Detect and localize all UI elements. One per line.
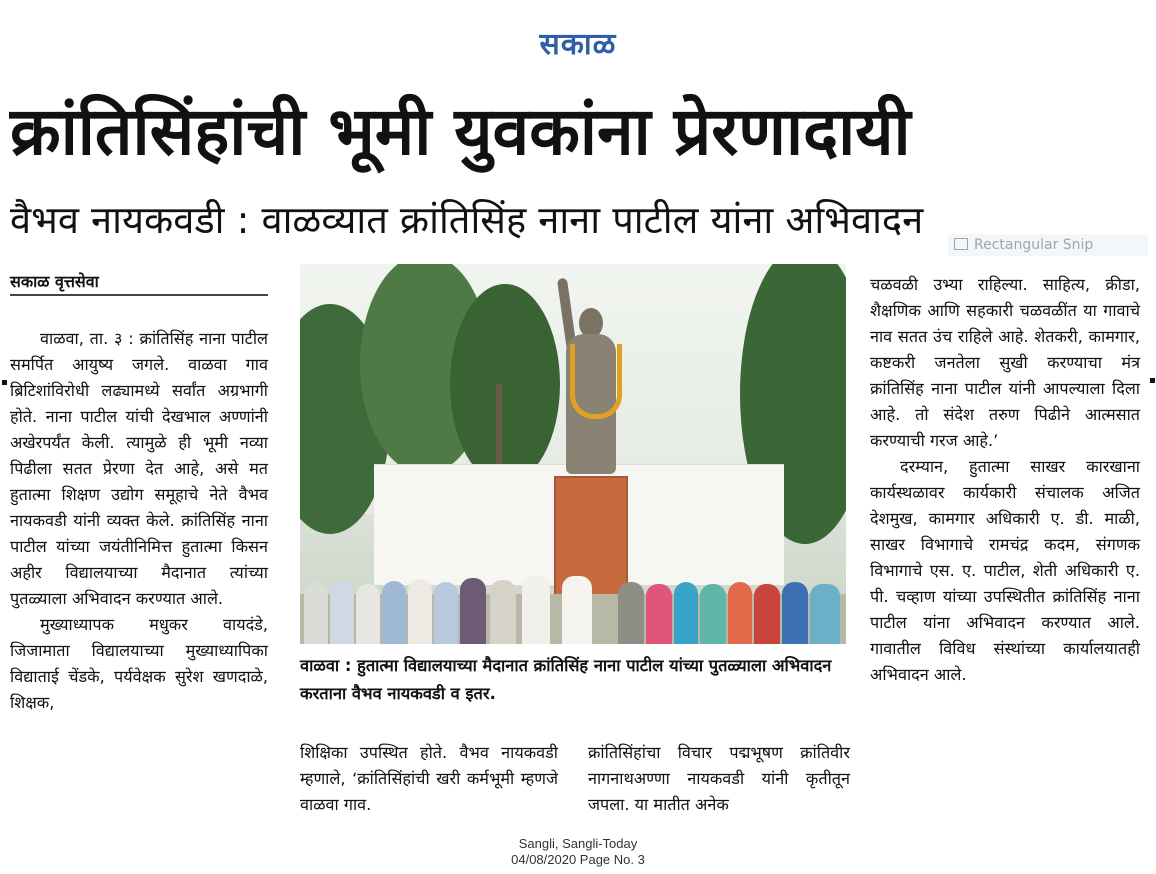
person: [356, 584, 380, 644]
snip-label-text: Rectangular Snip: [974, 237, 1094, 253]
paragraph: चळवळी उभ्या राहिल्या. साहित्य, क्रीडा, शैक्षणिक आणि सहकारी चळवळींत या गावाचे नाव सतत उंच राहिले आहे. शेतकरी, कामगार, कष्टकरी जनतेला सुखी करण्याचा मंत्र क्रांतिसिंह नाना पाटील यांनी आपल्याला दिला आहे. तो संदेश तरुण पिढीने आत्मसात करण्याची गरज आहे.’: [870, 275, 1140, 450]
person: [490, 580, 516, 644]
person: [646, 584, 672, 644]
subheadline: वैभव नायकवडी : वाळव्यात क्रांतिसिंह नाना पाटील यांना अभिवादन: [10, 198, 924, 242]
article-column-2: [300, 740, 558, 818]
person: [408, 579, 432, 644]
paragraph: दरम्यान, हुतात्मा साखर कारखाना कार्यस्थळावर कार्यकारी संचालक अजित देशमुख, कामगार अधिकारी ए. डी. माळी, साखर विभागाचे रामचंद्र कदम, संगणक विभागाचे एस. ए. पाटील, शेती अधिकारी ए. पी. चव्हाण यांच्या उपस्थितीत क्रांतिसिंह नाना पाटील यांना अभिवादन करण्यात आले. गावातील विविध संस्थांच्या कार्यालयातही अभिवादन आले.: [870, 457, 1140, 684]
person: [434, 582, 458, 644]
article-column-1: [10, 326, 268, 716]
people-group: [300, 554, 846, 644]
footer-date-page: 04/08/2020 Page No. 3: [511, 852, 645, 867]
paragraph: शिक्षिका उपस्थित होते. वैभव नायकवडी म्हणाले, ‘क्रांतिसिंहांची खरी कर्मभूमी म्हणजे वाळवा गाव.: [300, 743, 558, 814]
article-column-3: [588, 740, 850, 818]
paragraph: क्रांतिसिंहांचा विचार पद्मभूषण क्रांतिवीर नागनाथअण्णा नायकवडी यांनी कृतीतून जपला. या मातीत अनेक: [588, 743, 850, 814]
person: [562, 576, 592, 644]
paragraph: वाळवा, ता. ३ : क्रांतिसिंह नाना पाटील समर्पित आयुष्य जगले. वाळवा गाव ब्रिटिशांविरोधी लढ्यामध्ये सर्वांत अग्रभागी होते. नाना पाटील यांची देखभाल अण्णांनी अखेरपर्यंत केली. त्यामुळे ही भूमी नव्या पिढीला सतत प्रेरणा देत आहे, असे मत हुतात्मा शिक्षण उद्योग समूहाचे नेते वैभव नायकवडी यांनी व्यक्त केले. क्रांतिसिंह नाना पाटील यांच्या जयंतीनिमित्त हुतात्मा किसन अहीर विद्यालयाच्या मैदानात त्यांच्या पुतळ्याला अभिवादन करण्यात आले.: [10, 329, 268, 608]
photo-caption: वाळवा : हुतात्मा विद्यालयाच्या मैदानात क्रांतिसिंह नाना पाटील यांच्या पुतळ्याला अभिवादन करताना वैभव नायकवडी व इतर.: [300, 656, 832, 703]
paragraph: मुख्याध्यापक मधुकर वायदंडे, जिजामाता विद्यालयाच्या मुख्याध्यापिका विद्याताई चेंडके, पर्यवेक्षक सुरेश खणदाळे, शिक्षक,: [10, 615, 268, 712]
person: [782, 582, 808, 644]
headline: क्रांतिसिंहांची भूमी युवकांना प्रेरणादायी: [10, 93, 911, 170]
person: [304, 582, 328, 644]
person: [754, 584, 780, 644]
rectangular-snip-label: [948, 234, 1148, 256]
person: [618, 582, 644, 644]
news-photo: [300, 264, 846, 644]
person: [330, 580, 354, 644]
snip-icon: [954, 238, 968, 250]
person: [674, 582, 698, 644]
garland: [570, 344, 622, 419]
margin-mark: [1150, 378, 1155, 383]
footer-location: Sangli, Sangli-Today: [518, 836, 638, 851]
page-footer: [0, 836, 1156, 868]
person: [810, 584, 840, 644]
tree-shape: [450, 284, 560, 484]
person: [728, 582, 752, 644]
person: [460, 578, 486, 644]
person: [382, 581, 406, 644]
margin-mark: [2, 380, 7, 385]
article-column-4: [870, 272, 1140, 688]
byline: सकाळ वृत्तसेवा: [10, 270, 268, 296]
person: [522, 576, 550, 644]
masthead-logo: सकाळ: [539, 27, 617, 62]
person: [700, 584, 726, 644]
